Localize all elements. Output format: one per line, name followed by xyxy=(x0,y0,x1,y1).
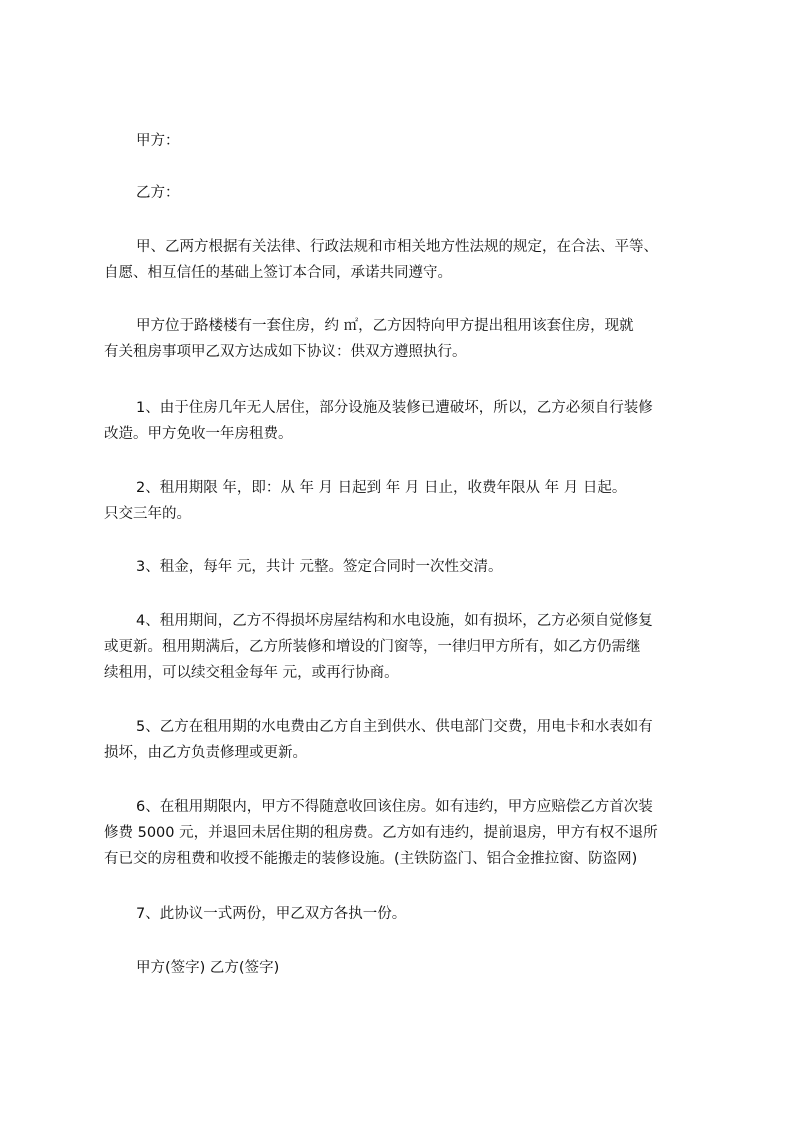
party-b-label: 乙方： xyxy=(136,185,180,201)
clause-1 xyxy=(104,395,708,447)
clause-line: 3、租金，每年 元，共计 元整。签定合同时一次性交清。 xyxy=(136,559,503,575)
clause-5 xyxy=(104,714,708,766)
clause-line: 改造。甲方免收一年房租费。 xyxy=(104,426,293,442)
clause-7 xyxy=(104,901,708,927)
clause-line: 只交三年的。 xyxy=(104,506,191,522)
premises-line: 甲方位于路楼楼有一套住房，约 ㎡，乙方因特向甲方提出租用该套住房，现就 xyxy=(136,318,634,334)
clause-line: 续租用，可以续交租金每年 元，或再行协商。 xyxy=(104,665,399,681)
premises-line: 有关租房事项甲乙双方达成如下协议：供双方遵照执行。 xyxy=(104,344,467,360)
intro-line: 甲、乙两方根据有关法律、行政法规和市相关地方性法规的规定，在合法、平等、 xyxy=(136,239,658,255)
clause-line: 4、租用期间，乙方不得损坏房屋结构和水电设施，如有损坏，乙方必须自觉修复 xyxy=(136,613,653,629)
premises-paragraph xyxy=(104,313,708,365)
clause-line: 损坏，由乙方负责修理或更新。 xyxy=(104,745,307,761)
clause-line: 5、乙方在租用期的水电费由乙方自主到供水、供电部门交费，用电卡和水表如有 xyxy=(136,719,653,735)
intro-paragraph xyxy=(104,234,708,286)
party-a-label: 甲方： xyxy=(136,133,180,149)
clause-2 xyxy=(104,475,708,527)
clause-line: 7、此协议一式两份，甲乙双方各执一份。 xyxy=(136,906,407,922)
clause-line: 有已交的房租费和收授不能搬走的装修设施。(主铁防盗门、铝合金推拉窗、防盗网) xyxy=(104,851,638,867)
clause-line: 2、租用期限 年，即：从 年 月 日起到 年 月 日止，收费年限从 年 月 日起。 xyxy=(136,480,627,496)
clause-line: 6、在租用期限内，甲方不得随意收回该住房。如有违约，甲方应赔偿乙方首次装 xyxy=(136,799,653,815)
clause-4 xyxy=(104,608,708,686)
clause-3 xyxy=(104,554,708,580)
intro-line: 自愿、相互信任的基础上签订本合同，承诺共同遵守。 xyxy=(104,265,452,281)
clause-6 xyxy=(104,794,708,872)
signature-line: 甲方(签字) 乙方(签字) xyxy=(136,960,280,976)
clause-line: 1、由于住房几年无人居住，部分设施及装修已遭破坏，所以，乙方必须自行装修 xyxy=(136,400,653,416)
clause-line: 修费 5000 元，并退回未居住期的租房费。乙方如有违约，提前退房，甲方有权不退所 xyxy=(104,825,658,841)
clause-line: 或更新。租用期满后，乙方所装修和增设的门窗等，一律归甲方所有，如乙方仍需继 xyxy=(104,639,641,655)
